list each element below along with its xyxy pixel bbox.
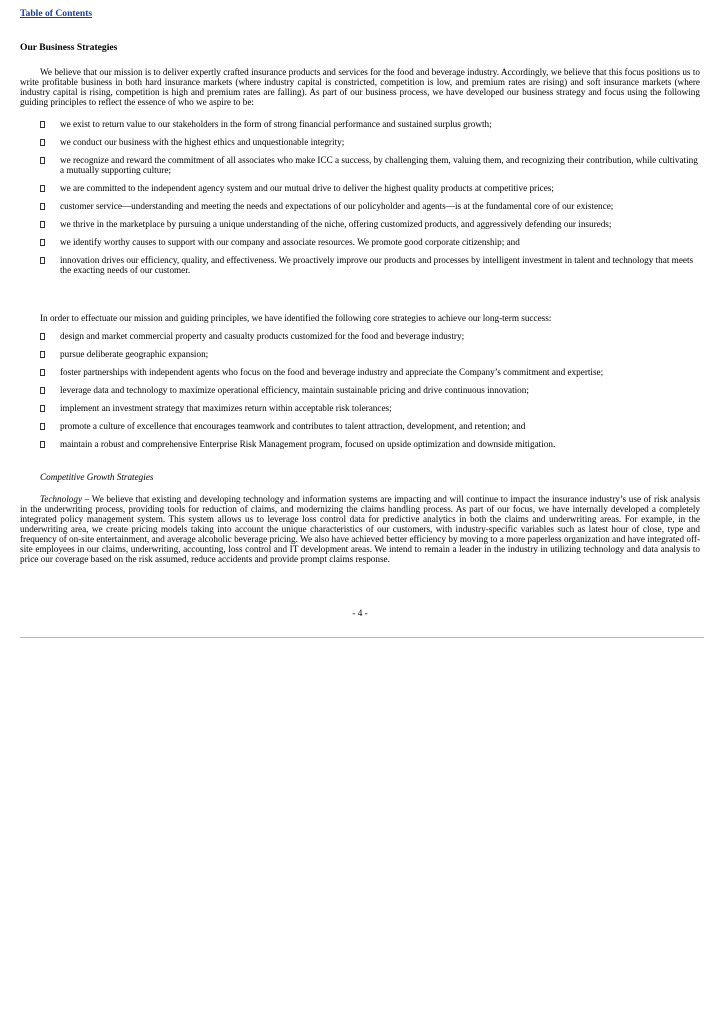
- list-item: we conduct our business with the highest ethics and unquestionable integrity;: [20, 137, 700, 147]
- bullet-icon: [40, 351, 45, 358]
- bullet-icon: [40, 387, 45, 394]
- page-divider: [20, 637, 704, 638]
- list-item: customer service—understanding and meeting the needs and expectations of our policyholder and agents—is at the fundamental core of our existence;: [20, 201, 700, 211]
- list-item: promote a culture of excellence that encourages teamwork and contributes to talent attraction, development, and retention; and: [20, 421, 700, 431]
- list-item: pursue deliberate geographic expansion;: [20, 349, 700, 359]
- bullet-icon: [40, 441, 45, 448]
- list-item: we thrive in the marketplace by pursuing a unique understanding of the niche, offering customized products, and aggressively defending our insureds;: [20, 219, 700, 229]
- list-item: foster partnerships with independent agents who focus on the food and beverage industry and appreciate the Company’s commitment and expertise;: [20, 367, 700, 377]
- bullet-icon: [40, 333, 45, 340]
- list-item: leverage data and technology to maximize operational efficiency, maintain sustainable pricing and drive continuous innovation;: [20, 385, 700, 395]
- list-item: we identify worthy causes to support with our company and associate resources. We promote good corporate citizenship; and: [20, 237, 700, 247]
- bullet-icon: [40, 257, 45, 264]
- core-strategies-list: [20, 331, 700, 457]
- list-item: design and market commercial property and casualty products customized for the food and beverage industry;: [20, 331, 700, 341]
- competitive-growth-heading: Competitive Growth Strategies: [40, 472, 154, 482]
- list-item: maintain a robust and comprehensive Enterprise Risk Management program, focused on upside optimization and downside mitigation.: [20, 439, 700, 449]
- technology-label: Technology: [40, 494, 83, 504]
- bullet-icon: [40, 423, 45, 430]
- bullet-icon: [40, 369, 45, 376]
- strategies-intro: In order to effectuate our mission and guiding principles, we have identified the following core strategies to achieve our long-term success:: [40, 313, 552, 323]
- section-heading: Our Business Strategies: [20, 42, 118, 53]
- list-item: we recognize and reward the commitment of all associates who make ICC a success, by challenging them, valuing them, and recognizing their contribution, while cultivating a mutually supporting culture;: [20, 155, 700, 175]
- bullet-icon: [40, 121, 45, 128]
- bullet-icon: [40, 239, 45, 246]
- bullet-icon: [40, 405, 45, 412]
- bullet-icon: [40, 185, 45, 192]
- table-of-contents-link[interactable]: Table of Contents: [20, 8, 93, 19]
- guiding-principles-list: [20, 119, 700, 283]
- list-item: innovation drives our efficiency, quality, and effectiveness. We proactively improve our products and processes by intelligent investment in talent and technology that meets the exacting needs of our customer.: [20, 255, 700, 275]
- intro-paragraph: We believe that our mission is to deliver expertly crafted insurance products and services for the food and beverage industry. Accordingly, we believe that this focus positions us to write profitable business in both hard insurance markets (where industry capital is constricted, competition is low, and premium rates are rising) and soft insurance markets (where industry capital is rising, competition is high and premium rates are falling). As part of our business process, we have developed our business strategy and focus using the following guiding principles to reflect the essence of who we aspire to be:: [20, 67, 700, 107]
- bullet-icon: [40, 203, 45, 210]
- list-item: implement an investment strategy that maximizes return within acceptable risk tolerances;: [20, 403, 700, 413]
- list-item: we exist to return value to our stakeholders in the form of strong financial performance and sustained surplus growth;: [20, 119, 700, 129]
- technology-paragraph: [20, 494, 700, 564]
- bullet-icon: [40, 221, 45, 228]
- technology-text: – We believe that existing and developing technology and information systems are impacting and will continue to impact the insurance industry’s use of risk analysis in the underwriting process, providing tools for reduction of claims, and modernizing the claims handling process. As part of our focus, we have internally developed a completely integrated policy management system. This system allows us to leverage loss control data for predictive analytics in both the claims and underwriting areas. For example, in the underwriting area, we create pricing models taking into account the unique characteristics of our customers, with industry-specific variables such as latest hour of close, type and frequency of on-site entertainment, and average alcoholic beverage pricing. We also have achieved better efficiency by moving to a more paperless organization and have integrated off-site employees in our claims, underwriting, accounting, loss control and IT development areas. We intend to remain a leader in the industry in utilizing technology and data analysis to price our coverage based on the risk assumed, reduce accidents and provide prompt claims response.: [20, 494, 700, 564]
- bullet-icon: [40, 157, 45, 164]
- page-number: - 4 -: [352, 608, 368, 618]
- list-item: we are committed to the independent agency system and our mutual drive to deliver the highest quality products at competitive prices;: [20, 183, 700, 193]
- bullet-icon: [40, 139, 45, 146]
